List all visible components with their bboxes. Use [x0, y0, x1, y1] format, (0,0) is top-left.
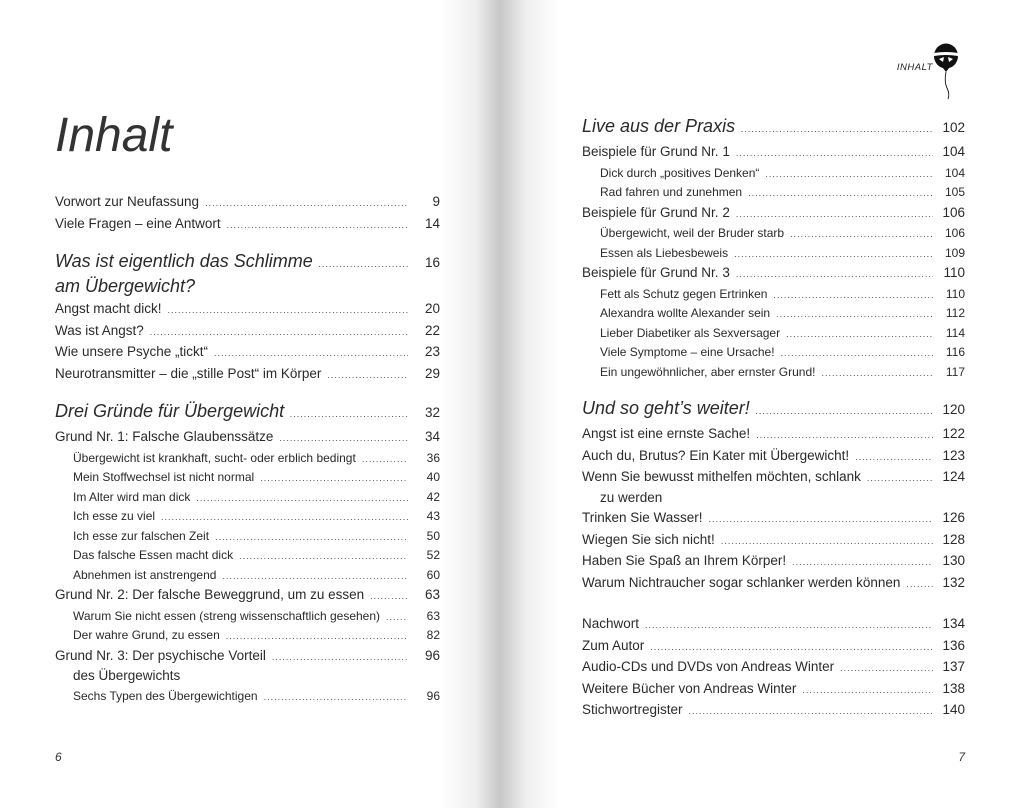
- toc-entry-row: [55, 364, 440, 386]
- toc-page-number: 130: [942, 553, 965, 568]
- toc-entry-title: [600, 343, 775, 362]
- dot-leader: [272, 647, 408, 668]
- dot-leader: [279, 428, 408, 449]
- toc-entry-title: [55, 249, 313, 299]
- toc-page-number: 36: [426, 450, 440, 465]
- toc-entry-title: [600, 164, 759, 183]
- toc-sub-row: [582, 224, 965, 244]
- toc-entry-title: [55, 192, 199, 213]
- toc-page-number: 63: [424, 587, 440, 602]
- toc-entry-row: [582, 530, 965, 552]
- balloon-logo-icon: [931, 42, 961, 100]
- toc-entry-text: Übergewicht, weil der Bruder starb: [600, 226, 785, 240]
- toc-entry-title: [73, 488, 190, 507]
- dot-leader: [773, 286, 933, 305]
- dot-leader: [709, 509, 933, 530]
- toc-page-number: 110: [945, 286, 965, 301]
- toc-entry-title: [600, 324, 780, 343]
- dot-leader: [736, 264, 933, 285]
- toc-entry-text: Mein Stoffwechsel ist nicht normal: [73, 470, 255, 484]
- toc-entry-row: [55, 585, 440, 607]
- toc-entry-text: Was ist Angst?: [55, 322, 144, 338]
- toc-entry-text: Ich esse zur falschen Zeit: [73, 528, 210, 543]
- toc-entry-text: Live aus der Praxis: [582, 116, 736, 136]
- toc-page-number: 14: [424, 215, 440, 231]
- toc-entry-title: [582, 508, 703, 529]
- toc-entry-title: [600, 304, 770, 323]
- toc-entry-title: [582, 424, 750, 445]
- toc-entry-title: [582, 263, 730, 284]
- toc-sub-row: [582, 304, 965, 324]
- toc-entry-continuation: zu werden: [600, 489, 663, 505]
- dot-leader: [748, 184, 933, 203]
- toc-page-number: 96: [426, 688, 440, 703]
- toc-entry-title: [582, 446, 849, 467]
- toc-entry-title: [55, 321, 144, 342]
- toc-entry-row: [582, 263, 965, 285]
- toc-entry-title: [582, 530, 715, 551]
- toc-sub-row: [582, 183, 965, 203]
- toc-entry-text: Viele Symptome – eine Ursache!: [600, 345, 775, 359]
- toc-page-number: 102: [942, 120, 965, 135]
- toc-page-number: 42: [426, 489, 440, 504]
- left-page: [55, 0, 440, 808]
- toc-entry-title: [73, 507, 155, 526]
- toc-entry-text: Und so geht’s weiter!: [582, 398, 750, 418]
- page-number-left: 6: [55, 750, 62, 764]
- toc-entry-title: [600, 224, 784, 243]
- toc-entry-title: [582, 142, 730, 163]
- toc-sub-row: [55, 546, 440, 566]
- toc-entry-title: [73, 546, 233, 565]
- dot-leader: [645, 615, 933, 636]
- toc-entry-text: Audio-CDs und DVDs von Andreas Winter: [582, 659, 835, 674]
- toc-entry-title: [582, 114, 735, 139]
- dot-leader: [867, 468, 933, 489]
- toc-page-number: 124: [942, 469, 965, 484]
- dot-leader: [222, 567, 408, 586]
- toc-entry-title: [73, 687, 258, 706]
- dot-leader: [765, 165, 933, 184]
- dot-leader: [802, 680, 933, 701]
- toc-entry-title: [600, 363, 815, 382]
- right-page: [582, 0, 965, 808]
- dot-leader: [734, 245, 933, 264]
- toc-entry-row: [582, 614, 965, 636]
- toc-entry-title: [55, 299, 162, 320]
- toc-sub-row: [55, 507, 440, 527]
- toc-sub-row: [582, 244, 965, 264]
- toc-entry-title: [73, 566, 216, 585]
- toc-entry-text: Stichwortregister: [582, 702, 683, 717]
- dot-leader: [650, 637, 933, 658]
- toc-page-number: 105: [944, 185, 965, 199]
- toc-page-number: 116: [945, 345, 965, 359]
- toc-entry-title: [582, 396, 750, 421]
- toc-head-heading: [582, 114, 965, 142]
- dot-leader: [264, 688, 408, 707]
- toc-entry-text: Was ist eigentlich das Schlimme: [55, 251, 313, 271]
- toc-entry-text: Wiegen Sie sich nicht!: [582, 531, 715, 547]
- toc-entry-continuation: des Übergewichts: [73, 668, 181, 683]
- dot-leader: [756, 399, 933, 424]
- toc-entry-text: Angst ist eine ernste Sache!: [582, 426, 751, 441]
- toc-entry-title: [600, 183, 742, 202]
- dot-leader: [855, 447, 933, 468]
- toc-entry-title: [582, 573, 900, 594]
- dot-leader: [781, 344, 933, 363]
- dot-leader: [161, 508, 408, 527]
- page-number-right: 7: [958, 750, 965, 764]
- toc-entry-row: [55, 299, 440, 321]
- toc-entry-title: [55, 399, 284, 424]
- toc-page-number: 20: [424, 301, 440, 316]
- dot-leader: [821, 364, 933, 383]
- page-title: Inhalt: [55, 109, 173, 162]
- toc-entry-text: Sechs Typen des Übergewichtigen: [73, 688, 258, 703]
- toc-entry-text: Grund Nr. 1: Falsche Glaubenssätze: [55, 429, 274, 444]
- toc-page-number: 29: [424, 365, 440, 381]
- toc-page-number: 136: [942, 637, 965, 653]
- toc-entry-row: [582, 636, 965, 658]
- toc-page-number: 137: [942, 659, 965, 674]
- toc-entry-row: [582, 700, 965, 722]
- toc-page-number: 109: [944, 245, 965, 260]
- toc-entry-title: [582, 657, 834, 678]
- toc-entry-title: [55, 427, 273, 448]
- toc-entry-text: Das falsche Essen macht dick: [73, 548, 234, 562]
- toc-entry-row: [582, 573, 965, 595]
- dot-leader: [215, 528, 408, 547]
- toc-left: [55, 192, 440, 706]
- toc-entry-row: [582, 551, 965, 573]
- toc-page-number: 40: [426, 470, 440, 484]
- toc-page-number: 120: [942, 402, 965, 417]
- toc-head-heading: [55, 249, 440, 299]
- toc-entry-title: [582, 467, 861, 508]
- toc-entry-continuation: am Übergewicht?: [55, 276, 196, 296]
- toc-page-number: 104: [942, 144, 965, 159]
- dot-leader: [906, 574, 933, 595]
- dot-leader: [226, 627, 408, 646]
- toc-page-number: 106: [944, 226, 965, 240]
- toc-entry-title: [73, 607, 380, 626]
- toc-entry-text: Viele Fragen – eine Antwort: [55, 215, 221, 231]
- toc-entry-text: Beispiele für Grund Nr. 2: [582, 204, 730, 220]
- dot-leader: [736, 143, 933, 164]
- running-head: INHALT: [896, 62, 933, 73]
- toc-entry-text: Grund Nr. 2: Der falsche Beweggrund, um zu essen: [55, 587, 365, 602]
- toc-entry-row: [582, 203, 965, 225]
- toc-entry-text: Beispiele für Grund Nr. 3: [582, 265, 730, 280]
- dot-leader: [319, 252, 408, 277]
- dot-leader: [362, 450, 408, 469]
- toc-entry-title: [55, 646, 266, 687]
- toc-entry-text: Neurotransmitter – die „stille Post“ im Körper: [55, 365, 322, 381]
- toc-page-number: 132: [942, 574, 965, 590]
- toc-entry-title: [55, 342, 208, 363]
- toc-sub-row: [55, 468, 440, 488]
- toc-entry-row: [55, 214, 440, 236]
- toc-entry-title: [600, 244, 728, 263]
- toc-entry-text: Wie unsere Psyche „tickt“: [55, 344, 209, 359]
- toc-page-number: 82: [426, 628, 440, 642]
- toc-page-number: 22: [424, 322, 440, 338]
- toc-head-heading: [582, 396, 965, 424]
- toc-entry-text: Lieber Diabetiker als Sexversager: [600, 325, 781, 340]
- toc-page-number: 63: [426, 608, 440, 623]
- dot-leader: [840, 658, 933, 679]
- dot-leader: [239, 547, 408, 566]
- toc-entry-row: [582, 679, 965, 701]
- toc-entry-title: [55, 364, 321, 385]
- toc-sub-row: [582, 164, 965, 184]
- dot-leader: [327, 365, 408, 386]
- toc-entry-title: [73, 449, 356, 468]
- toc-page-number: 110: [943, 265, 965, 280]
- toc-entry-row: [55, 342, 440, 364]
- toc-entry-text: Drei Gründe für Übergewicht: [55, 401, 285, 421]
- book-gutter-shadow: [440, 0, 560, 808]
- toc-entry-title: [582, 551, 786, 572]
- toc-entry-title: [55, 214, 221, 235]
- toc-entry-text: Rad fahren und zunehmen: [600, 185, 743, 199]
- toc-entry-title: [73, 626, 220, 645]
- toc-head-heading: [55, 399, 440, 427]
- toc-page-number: 43: [426, 509, 440, 523]
- toc-entry-text: Ich esse zu viel: [73, 509, 156, 523]
- toc-page-number: 138: [942, 680, 965, 696]
- toc-entry-text: Warum Sie nicht essen (streng wissenschaftlich gesehen): [73, 608, 381, 623]
- dot-leader: [386, 608, 408, 627]
- toc-page-number: 112: [945, 306, 965, 320]
- toc-entry-text: Haben Sie Spaß an Ihrem Körper!: [582, 553, 787, 568]
- toc-entry-text: Angst macht dick!: [55, 301, 162, 316]
- toc-entry-text: Beispiele für Grund Nr. 1: [582, 144, 730, 159]
- toc-entry-text: Abnehmen ist anstrengend: [73, 567, 217, 582]
- toc-entry-text: Wenn Sie bewusst mithelfen möchten, schlank: [582, 469, 861, 484]
- toc-page-number: 123: [942, 447, 965, 463]
- toc-entry-text: Dick durch „positives Denken“: [600, 165, 760, 180]
- toc-entry-title: [73, 527, 209, 546]
- toc-entry-text: Vorwort zur Neufassung: [55, 194, 200, 209]
- toc-sub-row: [582, 324, 965, 344]
- dot-leader: [205, 193, 408, 214]
- toc-entry-title: [600, 285, 767, 304]
- toc-entry-text: Übergewicht ist krankhaft, sucht- oder erblich bedingt: [73, 450, 356, 465]
- toc-entry-row: [582, 508, 965, 530]
- toc-entry-text: Ein ungewöhnlicher, aber ernster Grund!: [600, 364, 816, 379]
- toc-sub-row: [55, 607, 440, 627]
- toc-page-number: 134: [942, 616, 965, 631]
- dot-leader: [776, 305, 933, 324]
- toc-entry-row: [582, 467, 965, 508]
- toc-sub-row: [55, 488, 440, 508]
- toc-sub-row: [582, 285, 965, 305]
- toc-page-number: 50: [426, 528, 440, 543]
- toc-entry-text: Alexandra wollte Alexander sein: [600, 306, 771, 320]
- toc-sub-row: [55, 566, 440, 586]
- dot-leader: [689, 701, 933, 722]
- dot-leader: [227, 215, 408, 236]
- toc-page-number: 122: [942, 426, 965, 441]
- toc-entry-title: [582, 679, 796, 700]
- toc-entry-title: [73, 468, 254, 487]
- toc-entry-text: Trinken Sie Wasser!: [582, 510, 703, 525]
- toc-sub-row: [582, 363, 965, 383]
- toc-entry-row: [55, 646, 440, 687]
- dot-leader: [736, 204, 933, 225]
- toc-page-number: 96: [424, 647, 440, 663]
- toc-entry-text: Fett als Schutz gegen Ertrinken: [600, 286, 768, 301]
- toc-entry-text: Im Alter wird man dick: [73, 489, 191, 504]
- toc-page-number: 106: [942, 204, 965, 220]
- toc-sub-row: [55, 449, 440, 469]
- toc-entry-title: [55, 585, 364, 606]
- toc-page-number: 9: [432, 194, 440, 209]
- toc-right: [582, 114, 965, 722]
- toc-page-number: 23: [424, 344, 440, 359]
- toc-page-number: 126: [942, 510, 965, 525]
- toc-page-number: 60: [426, 567, 440, 582]
- toc-entry-title: [582, 614, 639, 635]
- toc-entry-row: [582, 657, 965, 679]
- dot-leader: [721, 531, 933, 552]
- dot-leader: [792, 552, 933, 573]
- toc-entry-row: [55, 427, 440, 449]
- dot-leader: [214, 343, 408, 364]
- toc-entry-text: Nachwort: [582, 616, 640, 631]
- toc-entry-row: [55, 321, 440, 343]
- toc-entry-title: [582, 203, 730, 224]
- dot-leader: [196, 489, 408, 508]
- toc-entry-row: [55, 192, 440, 214]
- toc-entry-text: Warum Nichtraucher sogar schlanker werden können: [582, 574, 901, 590]
- dot-leader: [756, 425, 933, 446]
- toc-entry-row: [582, 424, 965, 446]
- toc-entry-text: Zum Autor: [582, 637, 645, 653]
- toc-page-number: 128: [942, 531, 965, 547]
- toc-entry-text: Grund Nr. 3: Der psychische Vorteil: [55, 647, 266, 663]
- toc-page-number: 16: [424, 255, 440, 270]
- toc-page-number: 32: [424, 405, 440, 420]
- dot-leader: [741, 117, 933, 142]
- dot-leader: [260, 469, 408, 488]
- dot-leader: [786, 325, 933, 344]
- toc-page-number: 52: [426, 548, 440, 562]
- toc-entry-text: Essen als Liebesbeweis: [600, 245, 729, 260]
- dot-leader: [790, 225, 933, 244]
- toc-page-number: 104: [944, 165, 965, 180]
- toc-page-number: 34: [424, 429, 440, 444]
- toc-entry-text: Auch du, Brutus? Ein Kater mit Übergewicht!: [582, 447, 850, 463]
- toc-page-number: 140: [942, 702, 965, 717]
- dot-leader: [370, 586, 408, 607]
- toc-page-number: 114: [945, 325, 965, 340]
- toc-entry-title: [582, 700, 683, 721]
- toc-entry-text: Weitere Bücher von Andreas Winter: [582, 680, 797, 696]
- dot-leader: [290, 402, 408, 427]
- dot-leader: [168, 300, 408, 321]
- toc-entry-row: [582, 142, 965, 164]
- toc-sub-row: [582, 343, 965, 363]
- toc-entry-title: [582, 636, 644, 657]
- dot-leader: [150, 322, 408, 343]
- toc-sub-row: [55, 527, 440, 547]
- toc-page-number: 117: [945, 364, 965, 379]
- toc-entry-row: [582, 446, 965, 468]
- toc-sub-row: [55, 626, 440, 646]
- toc-entry-text: Der wahre Grund, zu essen: [73, 628, 220, 642]
- toc-sub-row: [55, 687, 440, 707]
